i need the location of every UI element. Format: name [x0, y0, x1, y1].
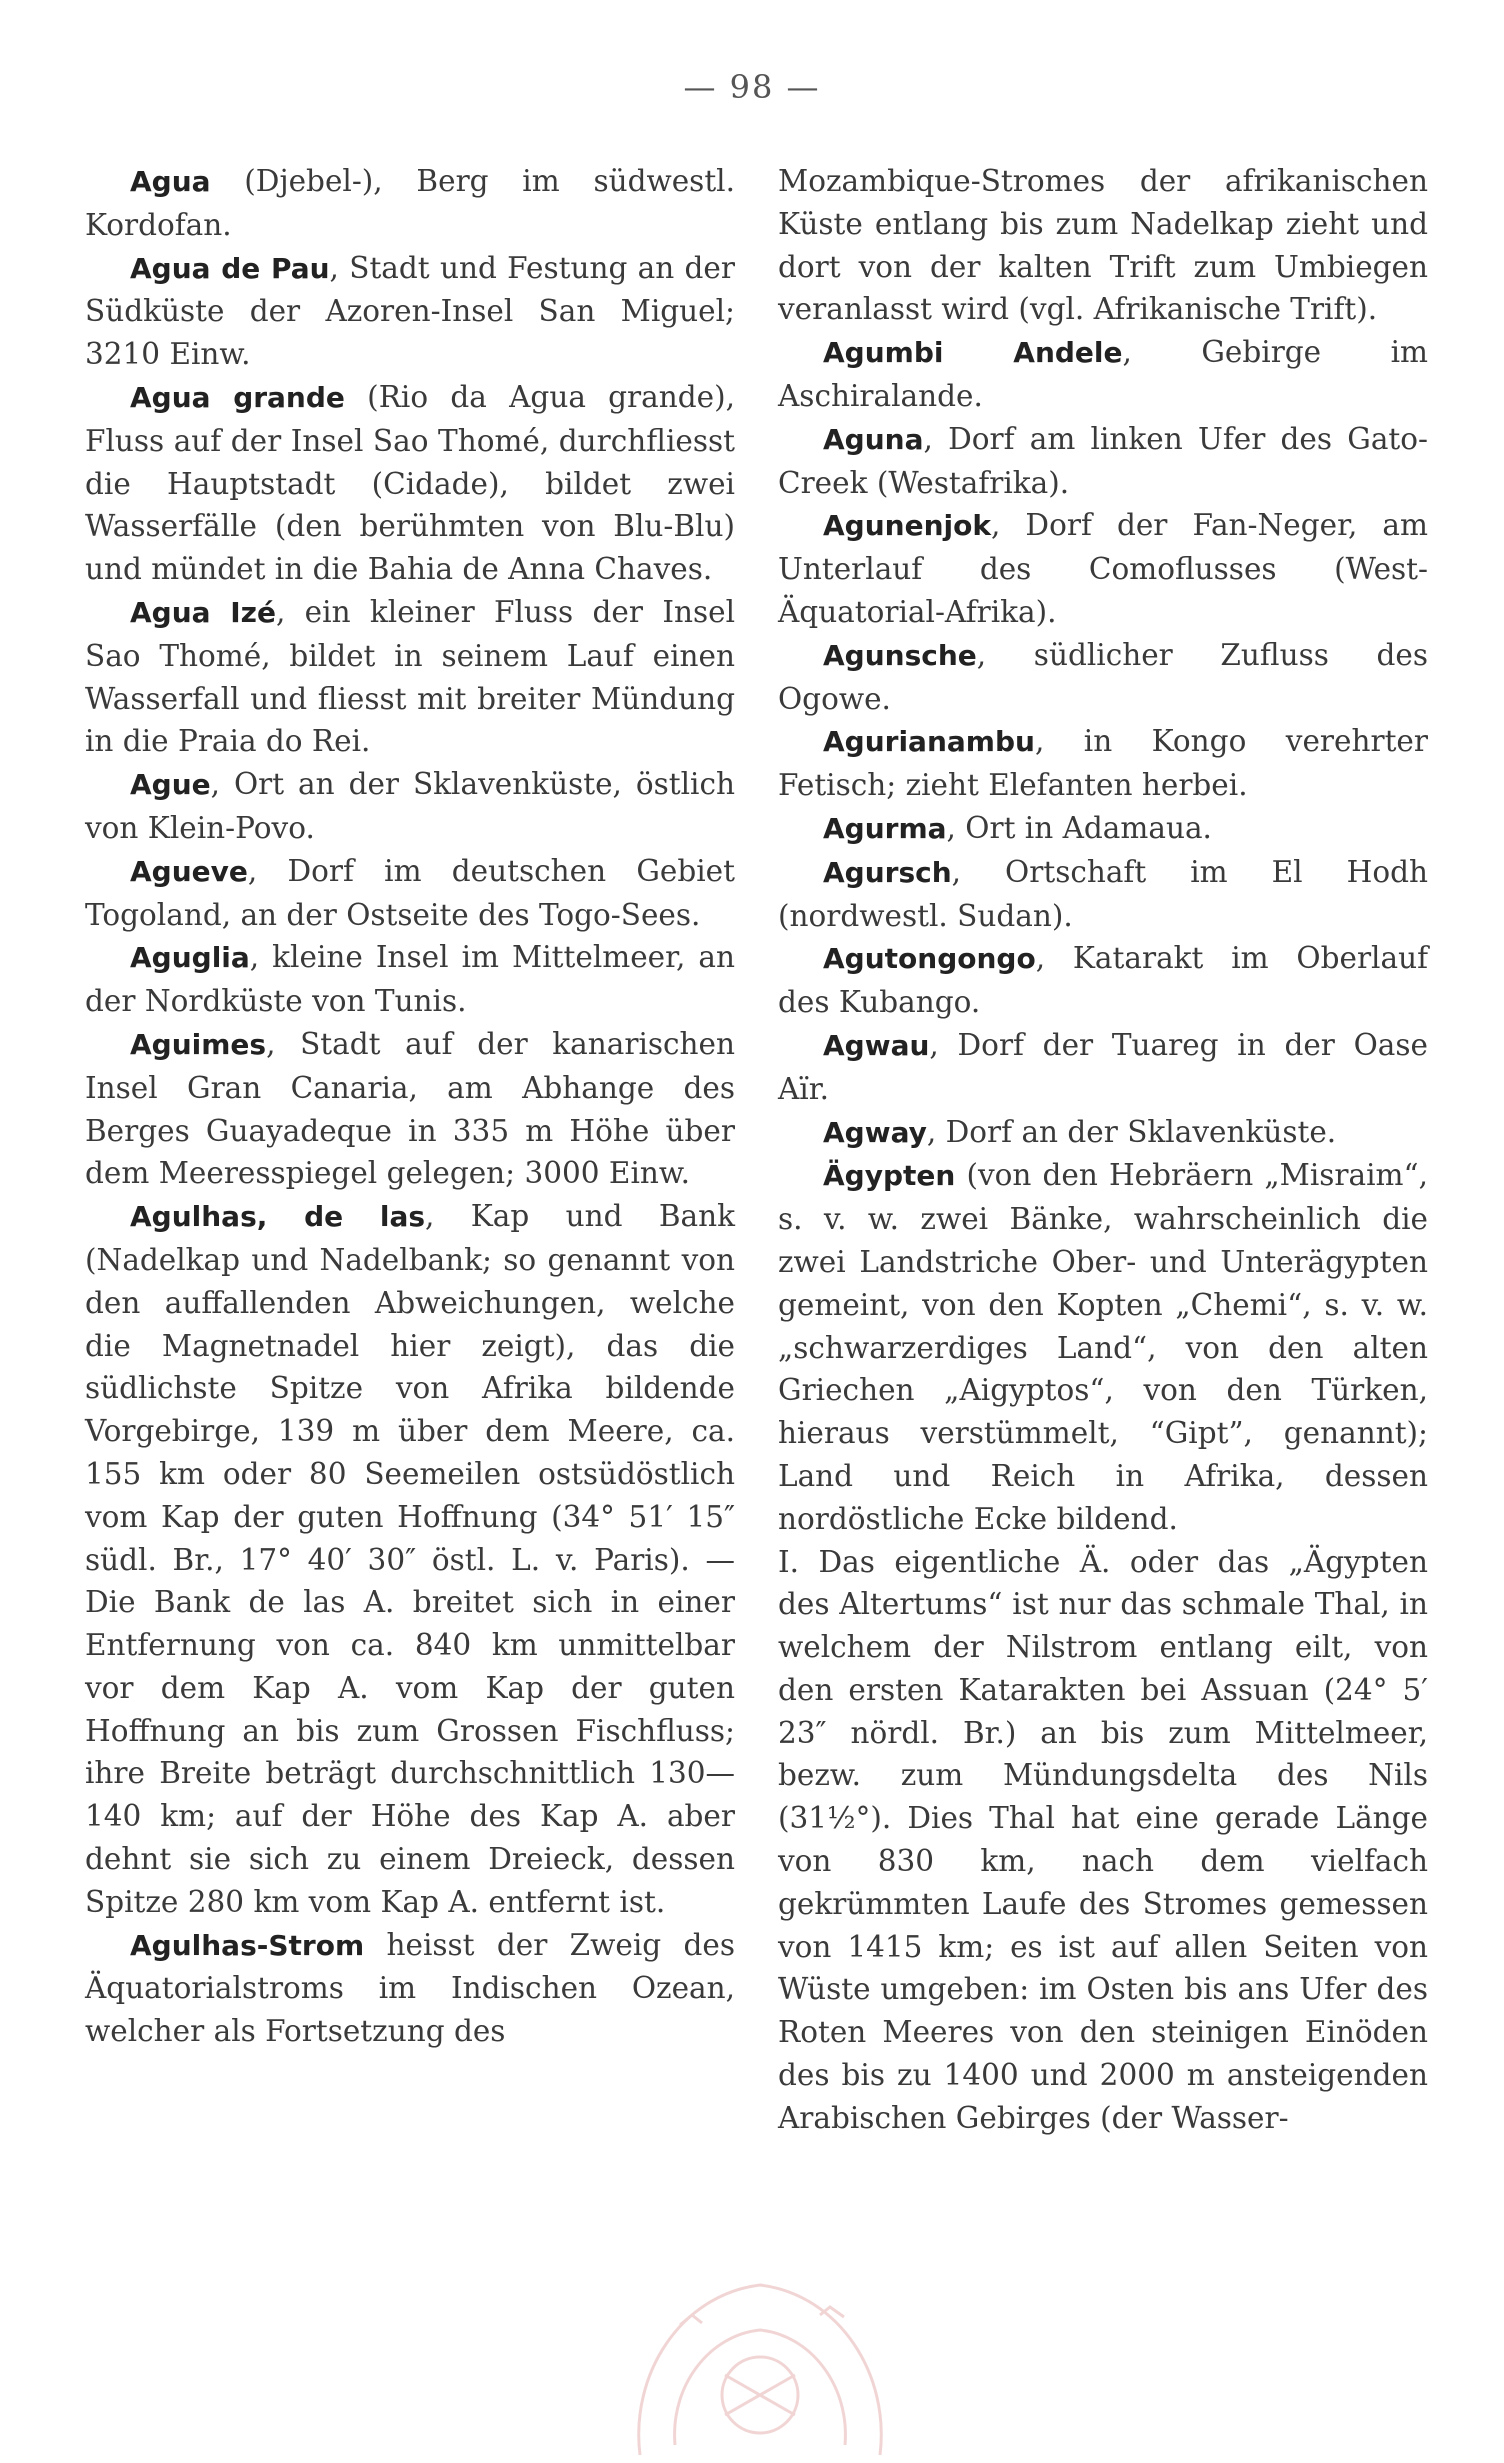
- entry-lemma: Ague: [130, 768, 211, 802]
- entry-lemma: Aguna: [823, 422, 924, 456]
- entry-paragraph: [778, 1024, 1428, 1111]
- entry-paragraph: [85, 247, 735, 376]
- entry-text: , kleine Insel im Mittelmeer, an der Nordküste von Tunis.: [85, 940, 735, 1019]
- entry-paragraph: [85, 936, 735, 1023]
- entry-paragraph: [778, 807, 1428, 851]
- entry-paragraph: [778, 937, 1428, 1024]
- entry-paragraph: [778, 504, 1428, 633]
- entry-lemma: Agulhas, de las: [130, 1200, 426, 1234]
- entry-lemma: Agutongongo: [823, 942, 1036, 976]
- entry-lemma: Agursch: [823, 855, 952, 889]
- entry-text: (Djebel-), Berg im südwestl. Kordofan.: [85, 164, 735, 242]
- entry-paragraph: [778, 1154, 1428, 1540]
- entry-paragraph: [85, 160, 735, 247]
- entry-lemma: Agua de Pau: [130, 251, 330, 285]
- entry-paragraph: [85, 1023, 735, 1195]
- entry-text: , Katarakt im Oberlauf des Kubango.: [778, 941, 1428, 1020]
- entry-paragraph: [778, 1541, 1428, 2140]
- entry-lemma: Ägypten: [823, 1159, 956, 1193]
- page-number: — 98 —: [683, 68, 821, 106]
- entry-lemma: Agurianambu: [823, 725, 1035, 759]
- entry-text: , Dorf am linken Ufer des Gato-Creek (Westafrika).: [778, 421, 1428, 500]
- entry-paragraph: [778, 331, 1428, 418]
- entry-text: , Stadt auf der kanarischen Insel Gran Canaria, am Abhange des Berges Guayadeque in 335 m Höhe über dem Meeresspiegel gelegen; 3000 Einw.: [85, 1026, 735, 1191]
- entry-text: , südlicher Zufluss des Ogowe.: [778, 637, 1428, 716]
- entry-paragraph: [85, 591, 735, 763]
- entry-text: , Dorf im deutschen Gebiet Togoland, an der Ostseite des Togo-Sees.: [85, 853, 735, 932]
- entry-paragraph: [778, 160, 1428, 331]
- entry-lemma: Agwau: [823, 1028, 930, 1062]
- entry-paragraph: [85, 850, 735, 937]
- entry-lemma: Agunsche: [823, 638, 977, 672]
- entry-lemma: Agua: [130, 165, 211, 198]
- entry-text: , Dorf der Fan-Neger, am Unterlauf des Comoflusses (West-Äquatorial-Afrika).: [778, 508, 1428, 629]
- entry-paragraph: [778, 418, 1428, 505]
- entry-paragraph: [778, 634, 1428, 721]
- entry-lemma: Agway: [823, 1115, 927, 1149]
- entry-lemma: Agua grande: [130, 380, 345, 414]
- entry-text: , Dorf der Tuareg in der Oase Aïr.: [778, 1027, 1428, 1106]
- entry-text: (Rio da Agua grande), Fluss auf der Insel Sao Thomé, durchfliesst die Hauptstadt (Cidade), bildet zwei Wasserfälle (den berühmten von Blu-Blu) und mündet in die Bahia de Anna Chaves.: [85, 379, 735, 587]
- entry-lemma: Agueve: [130, 854, 248, 888]
- entry-text: , Ort an der Sklavenküste, östlich von Klein-Povo.: [85, 767, 735, 845]
- entry-lemma: Aguglia: [130, 941, 250, 975]
- entry-lemma: Agumbi Andele: [823, 336, 1123, 370]
- entry-lemma: Agunenjok: [823, 509, 991, 543]
- entry-text: , Ort in Adamaua.: [946, 810, 1212, 845]
- entry-text: , ein kleiner Fluss der Insel Sao Thomé, bildet in seinem Lauf einen Wasserfall und fliesst mit breiter Mündung in die Praia do Rei.: [85, 594, 735, 759]
- library-stamp: [620, 2255, 905, 2455]
- entry-paragraph: [778, 851, 1428, 938]
- entry-paragraph: [778, 720, 1428, 807]
- entry-text: , Ortschaft im El Hodh (nordwestl. Sudan).: [778, 854, 1428, 933]
- entry-text: heisst der Zweig des Äquatorialstroms im Indischen Ozean, welcher als Fortsetzung des: [85, 1927, 735, 2049]
- entry-paragraph: [85, 1195, 735, 1924]
- left-column: [85, 160, 735, 2053]
- entry-text: , Dorf an der Sklavenküste.: [926, 1114, 1337, 1149]
- entry-text: I. Das eigentliche Ä. oder das „Ägypten des Altertums“ ist nur das schmale Thal, in welchem der Nilstrom entlang eilt, von den ersten Katarakten bei Assuan (24° 5′ 23″ nördl. Br.) an bis zum Mittelmeer, bezw. zum Mündungsdelta des Nils (31½°). Dies Thal hat eine gerade Länge von 830 km, nach dem vielfach gekrümmten Laufe des Stromes gemessen von 1415 km; es ist auf allen Seiten von Wüste umgeben: im Osten bis ans Ufer des Roten Meeres von den steinigen Einöden des bis zu 1400 und 2000 m ansteigenden Arabischen Gebirges (der Wasser-: [778, 1544, 1428, 2135]
- entry-paragraph: [85, 1924, 735, 2053]
- entry-text: , Kap und Bank (Nadelkap und Nadelbank; so genannt von den auffallenden Abweichungen, welche die Magnetnadel hier zeigt), das die südlichste Spitze von Afrika bildende Vorgebirge, 139 m über dem Meere, ca. 155 km oder 80 Seemeilen ostsüdöstlich vom Kap der guten Hoffnung (34° 51′ 15″ südl. Br., 17° 40′ 30″ östl. L. v. Paris). — Die Bank de las A. breitet sich in einer Entfernung von ca. 840 km unmittelbar vor dem Kap A. vom Kap der guten Hoffnung an bis zum Grossen Fischfluss; ihre Breite beträgt durchschnittlich 130—140 km; auf der Höhe des Kap A. aber dehnt sie sich zu einem Dreieck, dessen Spitze 280 km vom Kap A. entfernt ist.: [85, 1199, 736, 1919]
- entry-text: , Stadt und Festung an der Südküste der Azoren-Insel San Miguel; 3210 Einw.: [85, 250, 735, 372]
- entry-paragraph: [85, 763, 735, 850]
- entry-text: (von den Hebräern „Misraim“, s. v. w. zwei Bänke, wahrscheinlich die zwei Landstriche Ober- und Unterägypten gemeint, von den Kopten „Chemi“, s. v. w. „schwarzerdiges Land“, von den alten Griechen „Aigyptos“, von den Türken, hieraus verstümmelt, “Gipt”, genannt); Land und Reich in Afrika, dessen nordöstliche Ecke bildend.: [778, 1158, 1428, 1536]
- entry-text: Mozambique-Stromes der afrikanischen Küste entlang bis zum Nadelkap zieht und dort von der kalten Trift zum Umbiegen veranlasst wird (vgl. Afrikanische Trift).: [778, 164, 1428, 327]
- entry-paragraph: [85, 376, 735, 591]
- entry-text: , in Kongo verehrter Fetisch; zieht Elefanten herbei.: [778, 724, 1428, 803]
- entry-lemma: Agua Izé: [130, 595, 276, 629]
- right-column: [778, 160, 1428, 2140]
- entry-text: , Gebirge im Aschiralande.: [778, 335, 1428, 413]
- entry-lemma: Agurma: [823, 811, 947, 845]
- entry-lemma: Aguimes: [130, 1027, 267, 1061]
- entry-lemma: Agulhas-Strom: [130, 1928, 365, 1962]
- entry-paragraph: [778, 1111, 1428, 1155]
